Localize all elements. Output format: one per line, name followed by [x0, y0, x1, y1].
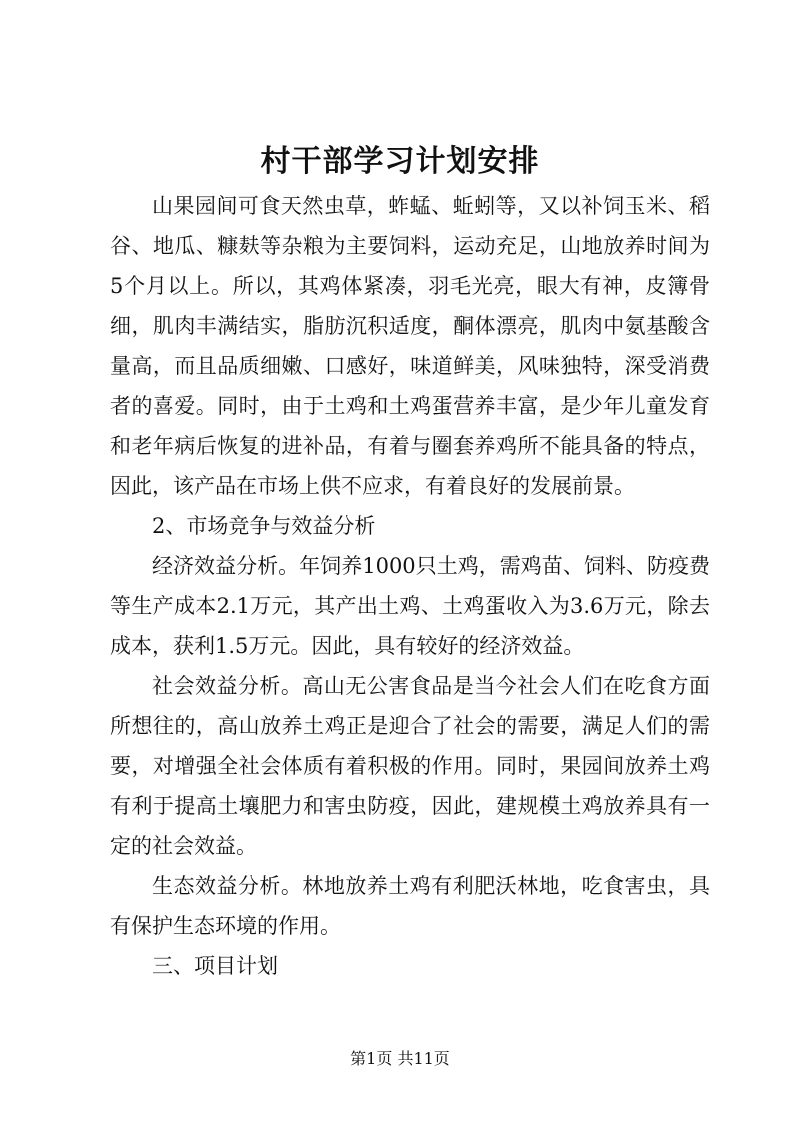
document-title: 村干部学习计划安排 — [260, 144, 540, 179]
document-body — [110, 186, 710, 986]
section-heading-project-plan: 三、项目计划 — [152, 954, 278, 978]
paragraph-intro: 山果园间可食天然虫草，蚱蜢、蚯蚓等，又以补饲玉米、稻谷、地瓜、糠麸等杂粮为主要饲料，运动充足，山地放养时间为5个月以上。所以，其鸡体紧凑，羽毛光亮，眼大有神，皮簿骨细，肌肉丰满结实，脂肪沉积适度，酮体漂亮，肌肉中氨基酸含量高，而且品质细嫩、口感好，味道鲜美，风味独特，深受消费者的喜爱。同时，由于土鸡和土鸡蛋营养丰富，是少年儿童发育和老年病后恢复的进补品，有着与圈套养鸡所不能具备的特点，因此，该产品在市场上供不应求，有着良好的发展前景。 — [110, 194, 710, 498]
page-number-footer: 第1页 共11页 — [350, 1049, 450, 1068]
section-heading-market: 2、市场竞争与效益分析 — [152, 514, 376, 538]
paragraph-ecological-benefit: 生态效益分析。林地放养土鸡有利肥沃林地，吃食害虫，具有保护生态环境的作用。 — [110, 874, 710, 938]
paragraph-economic-benefit: 经济效益分析。年饲养1000只土鸡，需鸡苗、饲料、防疫费等生产成本2.1万元，其产出土鸡、土鸡蛋收入为3.6万元，除去成本，获利1.5万元。因此，具有较好的经济效益。 — [110, 554, 710, 658]
paragraph-social-benefit: 社会效益分析。高山无公害食品是当今社会人们在吃食方面所想往的，高山放养土鸡正是迎合了社会的需要，满足人们的需要，对增强全社会体质有着积极的作用。同时，果园间放养土鸡有利于提高土壤肥力和害虫防疫，因此，建规模土鸡放养具有一定的社会效益。 — [110, 674, 710, 858]
